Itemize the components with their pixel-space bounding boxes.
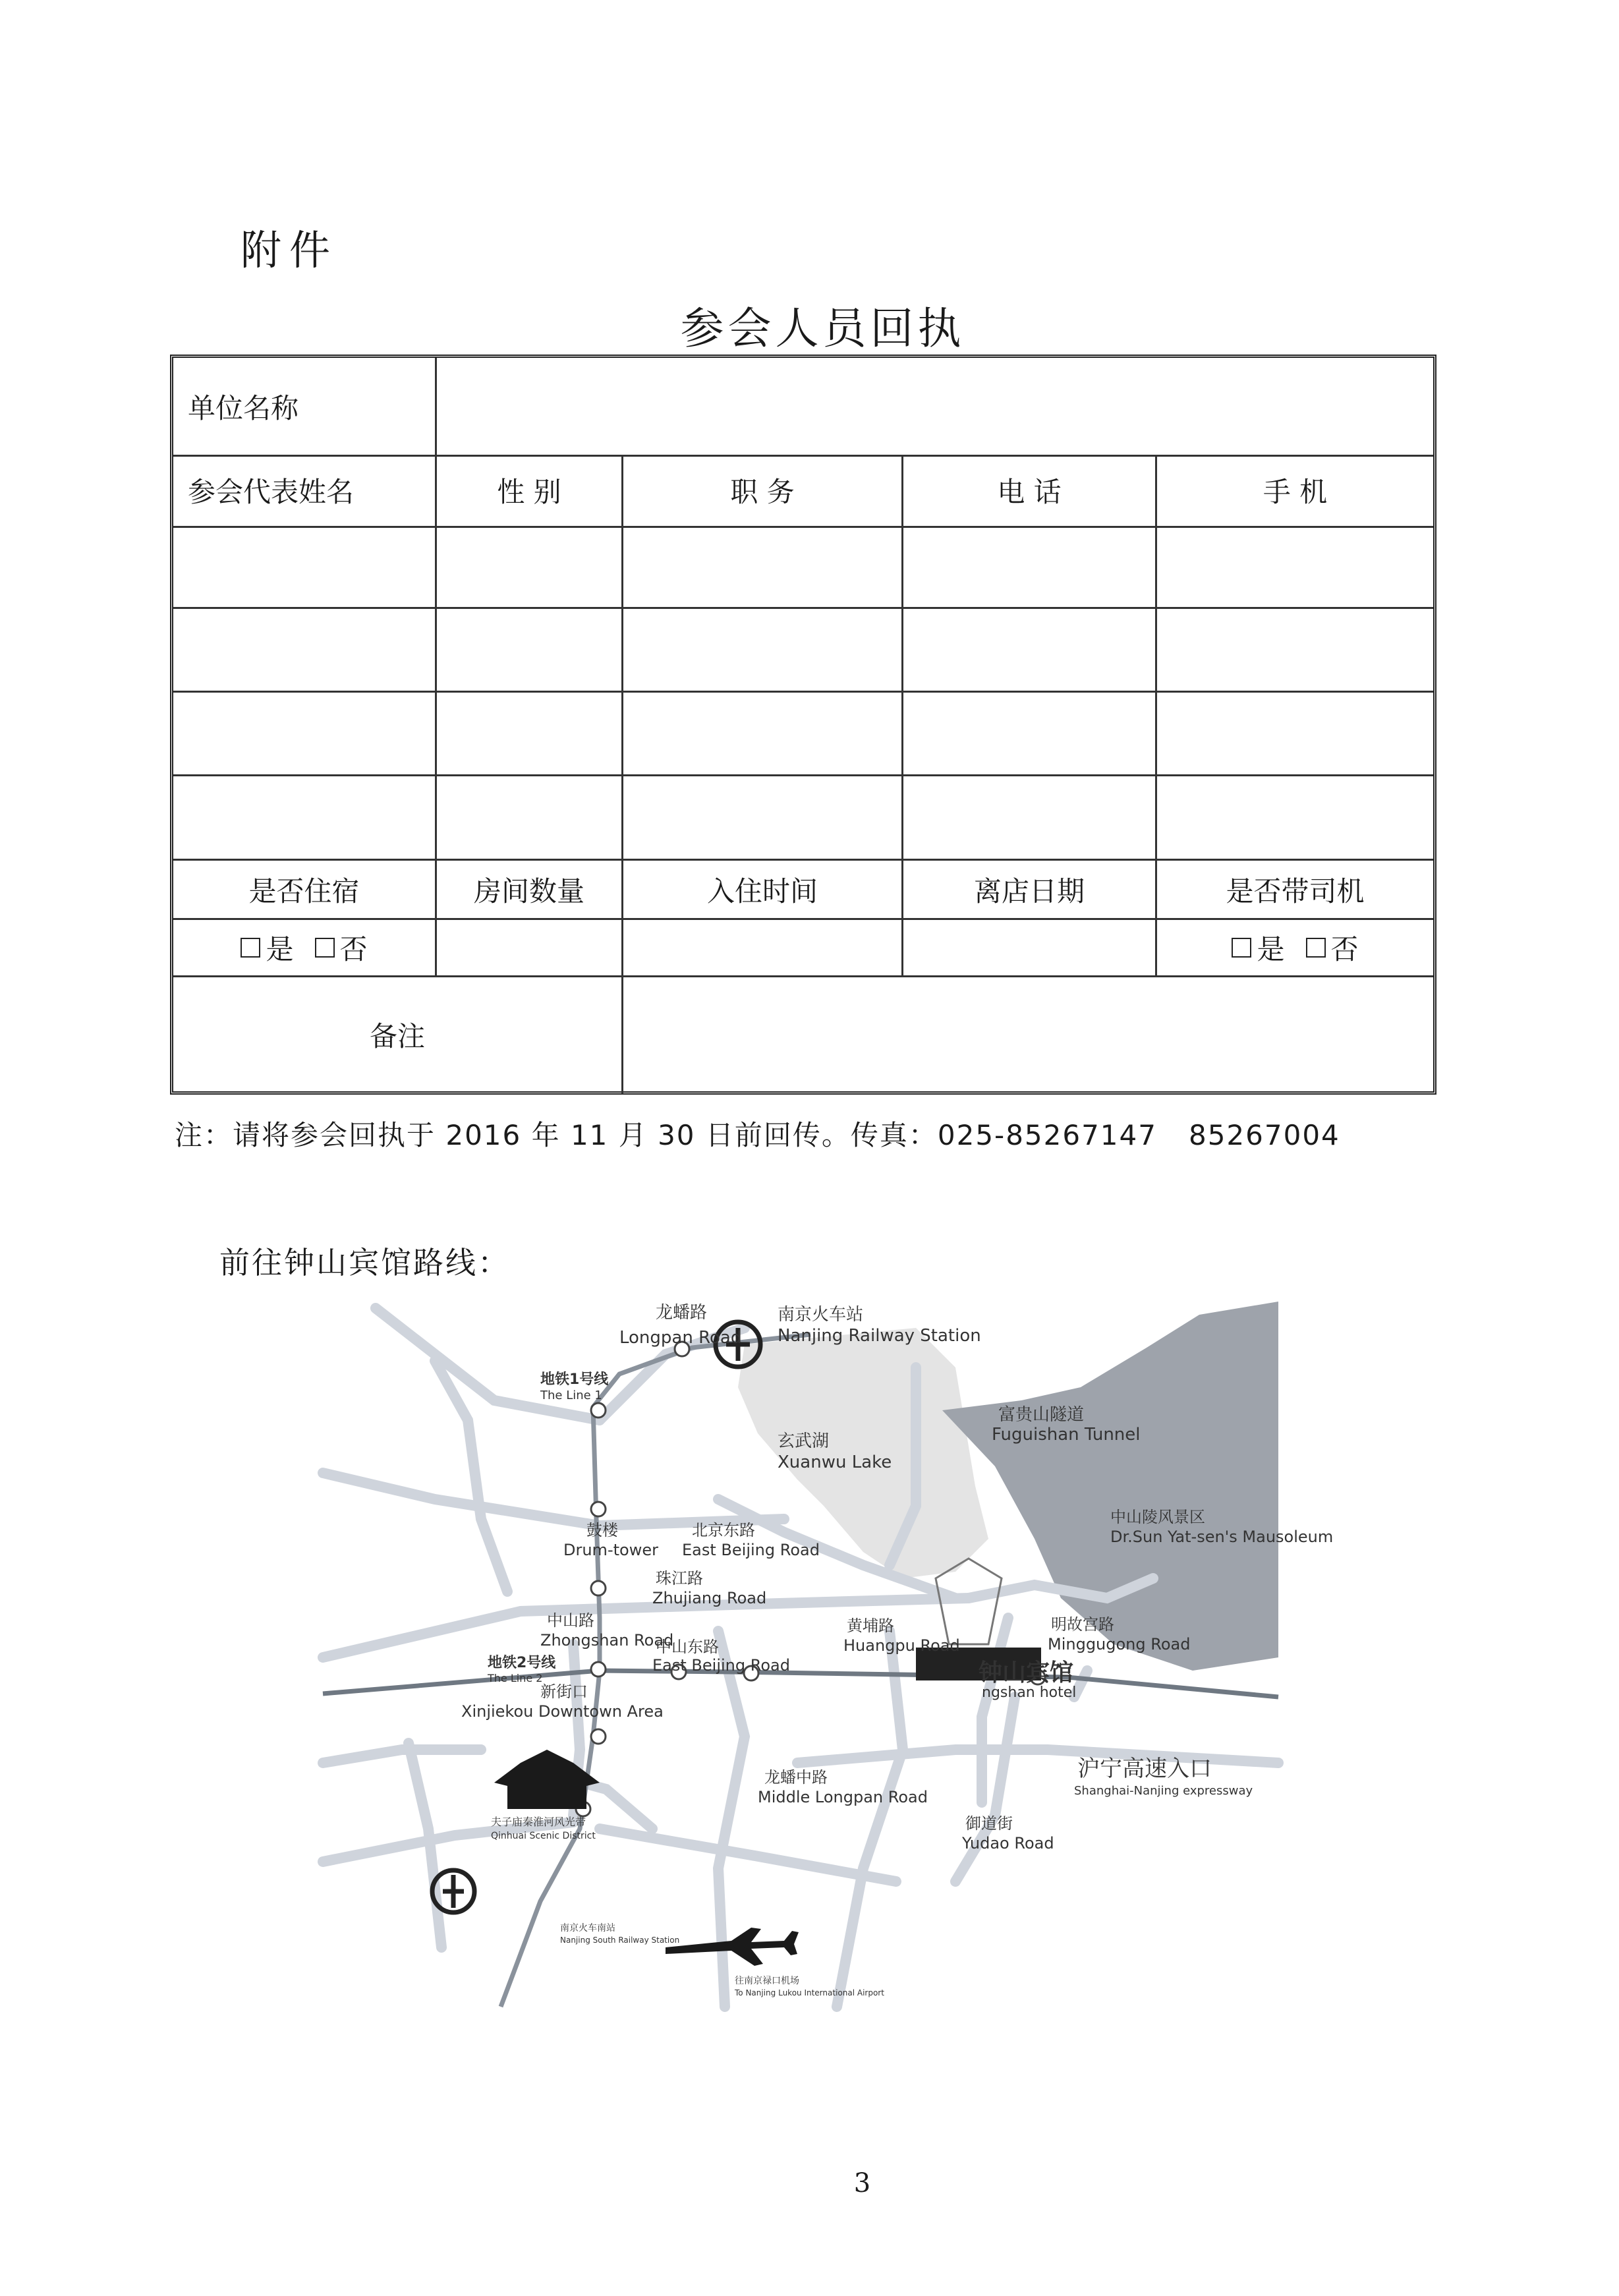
map-label: Nanjing Railway Station bbox=[778, 1326, 981, 1346]
unit-name-field[interactable] bbox=[437, 358, 1433, 455]
attachment-label: 附件 bbox=[241, 226, 339, 274]
map-label: 龙蟠路 bbox=[656, 1303, 708, 1323]
yes-label: 是 bbox=[266, 933, 294, 965]
map-label: 黄埔路 bbox=[847, 1617, 894, 1635]
map-label: 北京东路 bbox=[692, 1521, 755, 1539]
map-label: The Line 2 bbox=[488, 1672, 543, 1684]
form-title: 参会人员回执 bbox=[680, 303, 965, 354]
route-map-svg bbox=[323, 1288, 1334, 2007]
route-title: 前往钟山宾馆路线： bbox=[219, 1245, 510, 1280]
remarks-label: 备注 bbox=[369, 1019, 425, 1052]
map-label: 地铁2号线 bbox=[488, 1655, 556, 1671]
map-label: 御道街 bbox=[965, 1814, 1013, 1833]
map-label: 玄武湖 bbox=[778, 1431, 830, 1451]
unit-name-label: 单位名称 bbox=[188, 391, 299, 424]
map-label: 新街口 bbox=[540, 1682, 588, 1701]
map-label: Dr.Sun Yat-sen's Mausoleum bbox=[1110, 1528, 1334, 1546]
map-label: Longpan Road bbox=[619, 1328, 742, 1348]
accommodation-yes-checkbox[interactable] bbox=[241, 938, 260, 958]
map-label: Yudao Road bbox=[962, 1834, 1054, 1852]
checkin-field[interactable] bbox=[623, 920, 901, 975]
room-count-field[interactable] bbox=[437, 920, 621, 975]
map-label: 中山东路 bbox=[656, 1638, 719, 1656]
accommodation-options bbox=[173, 920, 435, 975]
map-label: To Nanjing Lukou International Airport bbox=[735, 1988, 884, 1997]
map-label: 中山路 bbox=[547, 1611, 594, 1630]
map-label: The Line 1 bbox=[540, 1389, 602, 1402]
map-label: 沪宁高速入口 bbox=[1077, 1756, 1212, 1782]
map-label: Nanjing South Railway Station bbox=[560, 1936, 680, 1945]
submission-note bbox=[175, 1114, 1340, 1153]
representative-label: 参会代表姓名 bbox=[188, 476, 355, 508]
driver-header: 是否带司机 bbox=[1226, 875, 1365, 907]
metro-line-2 bbox=[323, 1671, 1278, 1697]
map-label: Drum-tower bbox=[563, 1541, 658, 1559]
map-label: East Beijing Road bbox=[652, 1656, 790, 1675]
checkout-field[interactable] bbox=[903, 920, 1155, 975]
attendee-entry-row[interactable] bbox=[173, 776, 1433, 859]
checkin-header: 入住时间 bbox=[706, 875, 818, 907]
receipt-form-table bbox=[170, 355, 1436, 1095]
map-label: 鼓楼 bbox=[586, 1521, 618, 1539]
map-label: Middle Longpan Road bbox=[758, 1788, 928, 1806]
driver-options bbox=[1157, 920, 1433, 975]
page-number: 3 bbox=[853, 2168, 871, 2198]
attendee-entry-row[interactable] bbox=[173, 528, 1433, 607]
driver-no-checkbox[interactable] bbox=[1306, 938, 1326, 958]
map-label: 往南京禄口机场 bbox=[735, 1976, 799, 1986]
map-label: 夫子庙秦淮河风光带 bbox=[491, 1816, 586, 1828]
map-label: ngshan hotel bbox=[982, 1684, 1077, 1701]
map-label: Huangpu Road bbox=[843, 1636, 960, 1655]
map-label: Minggugong Road bbox=[1048, 1635, 1191, 1653]
map-label: Qinhuai Scenic District bbox=[491, 1831, 596, 1841]
room-count-header: 房间数量 bbox=[473, 875, 584, 907]
map-label: 富贵山隧道 bbox=[998, 1405, 1085, 1425]
map-label: 龙蟠中路 bbox=[764, 1768, 828, 1787]
map-label: East Beijing Road bbox=[682, 1541, 820, 1559]
route-map bbox=[323, 1288, 1334, 2007]
mobile-header: 手 机 bbox=[1263, 476, 1328, 508]
map-label: Shanghai-Nanjing expressway bbox=[1074, 1784, 1253, 1798]
accommodation-header: 是否住宿 bbox=[248, 875, 360, 907]
no-label: 否 bbox=[339, 933, 368, 965]
map-label: Fuguishan Tunnel bbox=[992, 1425, 1141, 1445]
no-label: 否 bbox=[1330, 933, 1359, 965]
hotel-label: 钟山宾馆 bbox=[979, 1659, 1074, 1686]
position-header: 职 务 bbox=[730, 476, 795, 508]
driver-yes-checkbox[interactable] bbox=[1232, 938, 1251, 958]
airplane-icon bbox=[666, 1928, 799, 1966]
attendee-entry-row[interactable] bbox=[173, 609, 1433, 691]
yes-label: 是 bbox=[1257, 933, 1285, 965]
map-label: Zhongshan Road bbox=[540, 1631, 674, 1650]
phone-header: 电 话 bbox=[997, 476, 1062, 508]
remarks-field[interactable] bbox=[623, 977, 1433, 1091]
map-label: 南京火车站 bbox=[778, 1305, 864, 1325]
fax-number-2: 85267004 bbox=[1188, 1119, 1340, 1151]
accommodation-no-checkbox[interactable] bbox=[315, 938, 335, 958]
note-text: 注：请将参会回执于 2016 年 11 月 30 日前回传。传真：025-85267147 bbox=[175, 1119, 1157, 1151]
checkout-header: 离店日期 bbox=[973, 875, 1085, 907]
map-label: 中山陵风景区 bbox=[1110, 1508, 1205, 1526]
gender-header: 性 别 bbox=[497, 476, 561, 508]
map-label: 地铁1号线 bbox=[540, 1371, 609, 1388]
map-label: Zhujiang Road bbox=[652, 1589, 767, 1607]
map-label: 珠江路 bbox=[656, 1569, 703, 1588]
map-label: 明故宫路 bbox=[1051, 1615, 1114, 1634]
attendee-entry-row[interactable] bbox=[173, 693, 1433, 774]
map-label: Xinjiekou Downtown Area bbox=[461, 1702, 664, 1721]
map-label: Xuanwu Lake bbox=[778, 1452, 892, 1472]
map-label: 南京火车南站 bbox=[560, 1923, 615, 1934]
